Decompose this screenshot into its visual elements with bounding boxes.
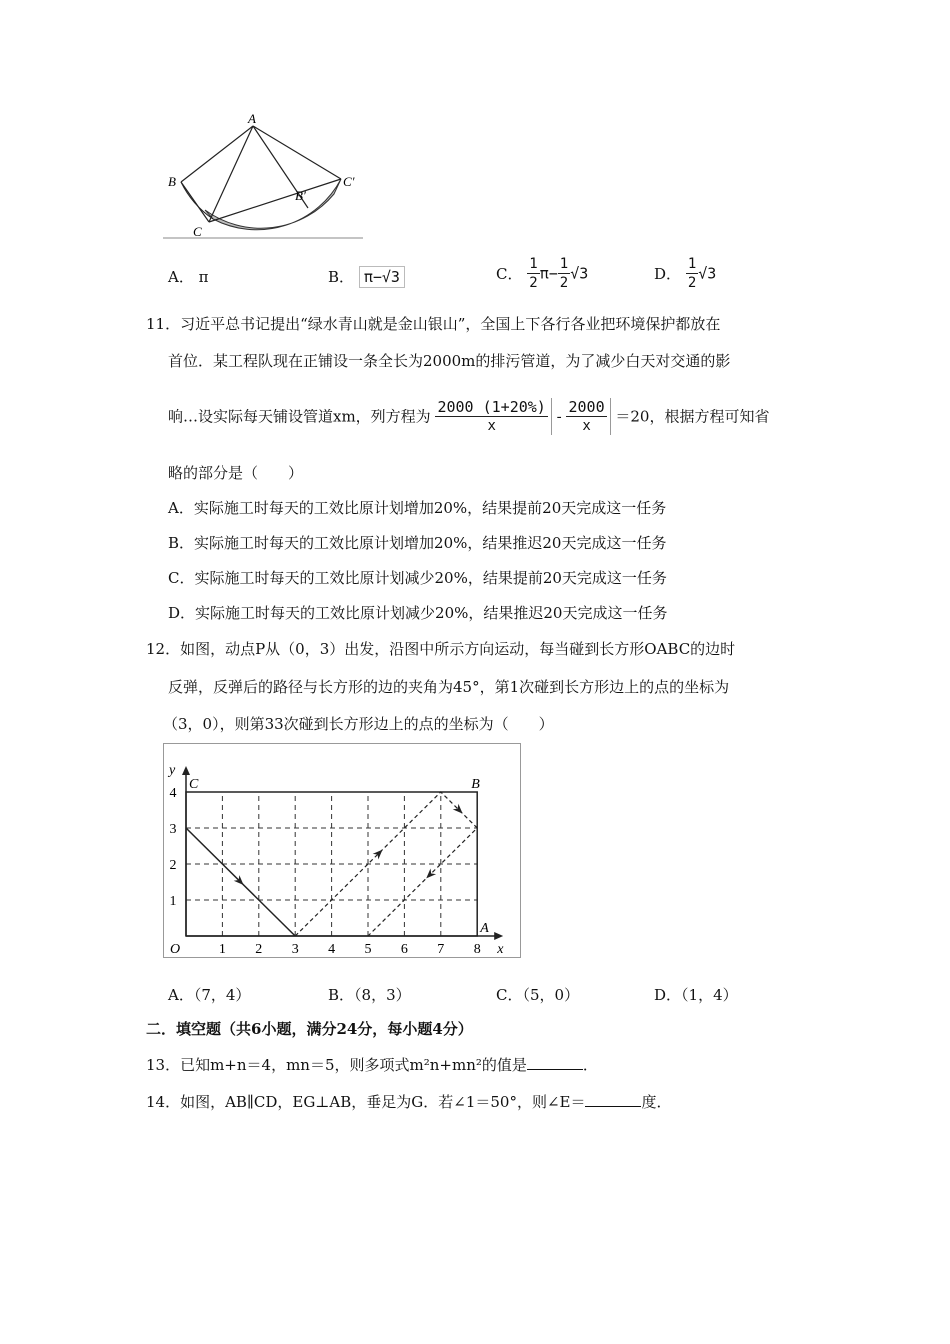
x-tick-label: 2: [255, 942, 263, 957]
q10-option-d: [654, 255, 716, 292]
x-tick-label: 6: [400, 942, 408, 957]
x-tick-label: 4: [328, 942, 336, 957]
x-tick-label: 3: [291, 942, 299, 957]
option-letter: B．: [328, 268, 355, 286]
q14-text: 14．如图，AB∥CD，EG⊥AB，垂足为G．若∠1＝50°，则∠E＝: [146, 1093, 586, 1111]
q11-fraction-2: $\frac{2000}{x}$: [566, 398, 610, 435]
option-letter: C．: [496, 265, 523, 283]
y-tick-label: 4: [169, 786, 177, 801]
answer-blank[interactable]: [527, 1055, 583, 1070]
q12-line1: 12．如图，动点P从（0，3）出发，沿图中所示方向运动，每当碰到长方形OABC的边时: [146, 640, 736, 658]
q11-line2: 首位．某工程队现在正铺设一条全长为2000m的排污管道，为了减少白天对交通的影: [168, 352, 731, 370]
option-letter: C．: [496, 986, 523, 1004]
option-mid: π−: [539, 264, 558, 283]
q10-option-a: [168, 266, 208, 287]
q13-end: ．: [582, 1056, 598, 1074]
y-tick-label: 1: [169, 894, 177, 909]
option-letter: A．: [168, 986, 194, 1004]
fraction: $\frac{1}{2}$: [529, 256, 538, 291]
direction-arrow: [373, 847, 386, 860]
q12-option-d: [654, 984, 738, 1005]
q11-option-c: C．实际施工时每天的工效比原计划减少20%，结果提前20天完成这一任务: [168, 569, 667, 587]
label-B: B: [168, 174, 176, 189]
label-A: A: [248, 112, 256, 126]
label-A: A: [480, 921, 489, 936]
x-axis-label: x: [497, 942, 504, 957]
q11-option-d: D．实际施工时每天的工效比原计划减少20%，结果推迟20天完成这一任务: [168, 604, 668, 622]
label-B: B: [471, 777, 480, 792]
option-letter: D．: [654, 986, 682, 1004]
label-C: C: [193, 224, 202, 239]
x-tick-label: 5: [364, 942, 372, 957]
q12-figure: [163, 743, 521, 958]
q10-option-c: [496, 255, 588, 292]
option-text: （7，4）: [193, 986, 251, 1004]
q11-option-b: B．实际施工时每天的工效比原计划增加20%，结果推迟20天完成这一任务: [168, 534, 667, 552]
q11-fraction-1: $\frac{2000 (1+20\%)}{x}$: [435, 398, 551, 435]
option-text: （1，4）: [681, 986, 738, 1004]
q10-figure: [163, 112, 367, 242]
x-tick-label: 8: [473, 942, 481, 957]
q13: [146, 1055, 598, 1075]
option-tail: √3: [698, 264, 717, 283]
section-title: 二．填空题（共6小题，满分24分，每小题4分）: [146, 1020, 473, 1038]
q11-line3-pre: 响…设实际每天铺设管道xm，列方程为: [168, 407, 431, 426]
q13-text: 13．已知m+n＝4，mn＝5，则多项式m²n+mn²的值是: [146, 1056, 527, 1074]
option-letter: A．: [168, 268, 194, 286]
option-text: （5，0）: [522, 986, 580, 1004]
label-Cprime: C′: [343, 174, 355, 189]
y-axis-label: y: [169, 763, 176, 778]
option-letter: D．: [654, 265, 682, 283]
q11-line4: 略的部分是（ ）: [168, 464, 304, 482]
q11-option-a: A．实际施工时每天的工效比原计划增加20%，结果提前20天完成这一任务: [168, 499, 667, 517]
q11-line3: [168, 398, 769, 446]
x-axis-arrow: [494, 932, 503, 940]
q14-end: 度．: [641, 1093, 672, 1111]
q10-option-b: [328, 266, 405, 287]
q12-line3: （3，0），则第33次碰到长方形边上的点的坐标为（ ）: [163, 715, 554, 733]
q12-line2: 反弹，反弹后的路径与长方形的边的夹角为45°，第1次碰到长方形边上的点的坐标为: [168, 678, 730, 696]
option-letter: B．: [328, 986, 355, 1004]
x-tick-label: 1: [218, 942, 226, 957]
answer-blank[interactable]: [585, 1092, 641, 1107]
q12-option-a: [168, 984, 250, 1005]
minus-sign: -: [556, 407, 562, 426]
q12-option-c: [496, 984, 579, 1005]
q11-line3-post: ＝20，根据方程可知省: [615, 407, 770, 426]
option-text: π: [198, 268, 209, 286]
label-C: C: [189, 777, 199, 792]
q14: [146, 1092, 672, 1112]
option-text: （8，3）: [354, 986, 411, 1004]
option-text: π−√3: [359, 266, 405, 288]
x-tick-label: 7: [437, 942, 445, 957]
q11-line1: 11．习近平总书记提出“绿水青山就是金山银山”，全国上下各行各业把环境保护都放在: [146, 315, 721, 333]
label-Bprime: B′: [295, 188, 306, 203]
origin-label: O: [170, 942, 181, 957]
y-tick-label: 2: [169, 858, 177, 873]
fraction: $\frac{1}{2}$: [687, 256, 697, 291]
y-axis-arrow: [182, 766, 190, 775]
y-tick-label: 3: [169, 822, 177, 837]
q12-option-b: [328, 984, 411, 1005]
option-tail: √3: [570, 264, 589, 283]
fraction: $\frac{1}{2}$: [559, 256, 569, 291]
